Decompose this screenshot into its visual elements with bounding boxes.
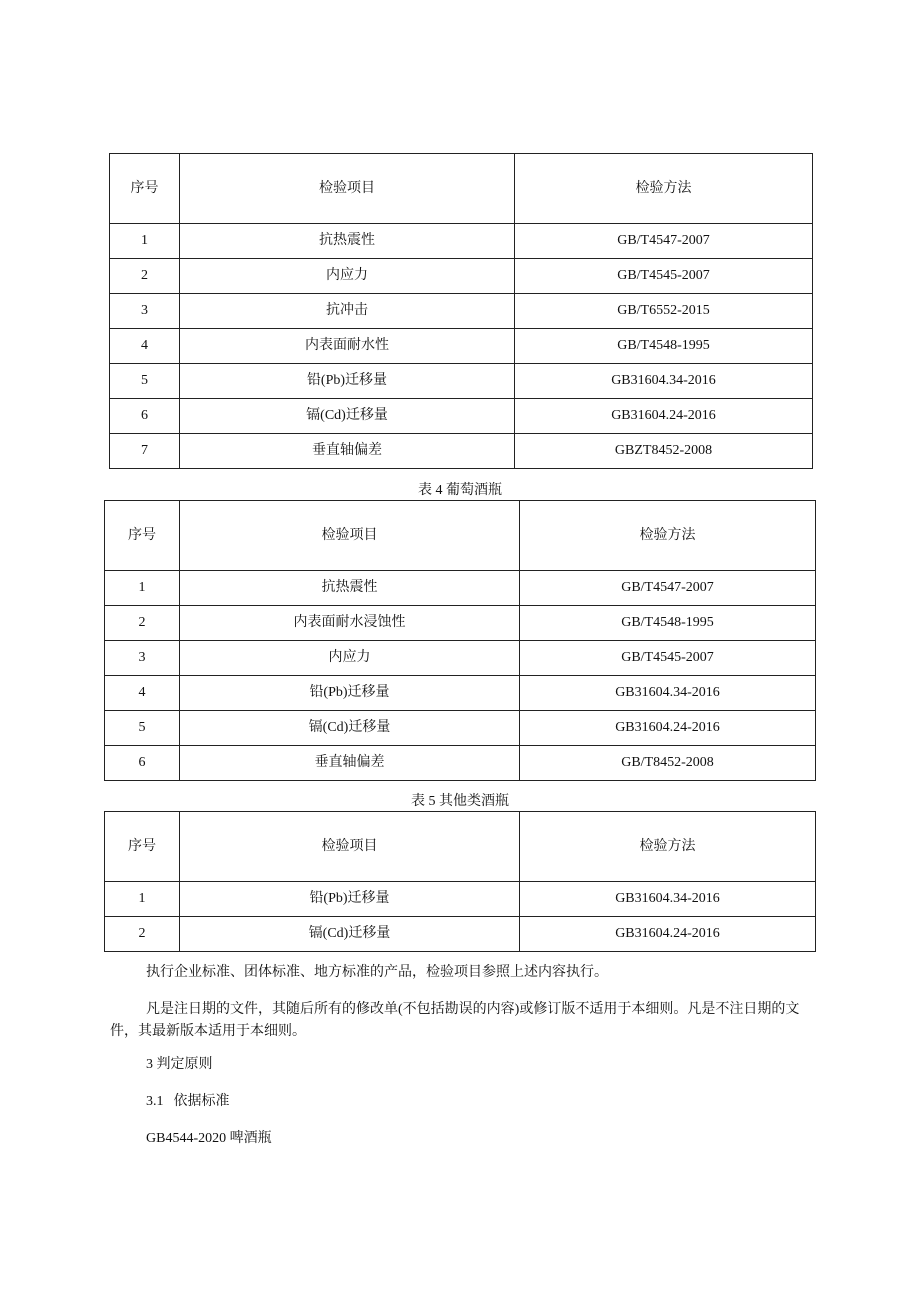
header-method: 检验方法 [515, 154, 813, 224]
section-3-heading: 3 判定原则 [146, 1057, 213, 1072]
inspection-table-4 [104, 500, 816, 781]
table-header-row [105, 812, 816, 882]
row-method: GB/T4548-1995 [515, 329, 813, 364]
table-row [105, 711, 816, 746]
row-method: GB/T4545-2007 [515, 259, 813, 294]
row-item: 铅(Pb)迁移量 [180, 364, 515, 399]
row-item: 镉(Cd)迁移量 [180, 399, 515, 434]
row-serial: 4 [105, 676, 180, 711]
row-serial: 6 [110, 399, 180, 434]
row-serial: 2 [105, 917, 180, 952]
row-method: GB31604.34-2016 [520, 676, 816, 711]
row-serial: 2 [105, 606, 180, 641]
table-row [105, 917, 816, 952]
header-item: 检验项目 [180, 154, 515, 224]
row-method: GB31604.24-2016 [515, 399, 813, 434]
row-method: GBZT8452-2008 [515, 434, 813, 469]
table-row [110, 364, 813, 399]
header-item: 检验项目 [180, 501, 520, 571]
row-item: 内应力 [180, 641, 520, 676]
inspection-table-5 [104, 811, 816, 952]
table-row [110, 434, 813, 469]
row-serial: 5 [110, 364, 180, 399]
table-row [105, 882, 816, 917]
row-method: GB/T4548-1995 [520, 606, 816, 641]
row-item: 镉(Cd)迁移量 [180, 917, 520, 952]
section-3-1-heading [146, 1091, 230, 1113]
row-method: GB31604.34-2016 [520, 882, 816, 917]
row-method: GB/T6552-2015 [515, 294, 813, 329]
header-method: 检验方法 [520, 812, 816, 882]
row-serial: 1 [110, 224, 180, 259]
row-item: 铅(Pb)迁移量 [180, 882, 520, 917]
row-serial: 1 [105, 571, 180, 606]
row-item: 镉(Cd)迁移量 [180, 711, 520, 746]
row-item: 垂直轴偏差 [180, 746, 520, 781]
inspection-table-3 [109, 153, 813, 469]
table-row [105, 606, 816, 641]
table-header-row [105, 501, 816, 571]
row-method: GB/T8452-2008 [520, 746, 816, 781]
table-row [110, 224, 813, 259]
section-3-1-number: 3.1 [146, 1094, 164, 1109]
row-serial: 3 [105, 641, 180, 676]
table-row [105, 571, 816, 606]
row-method: GB31604.24-2016 [520, 711, 816, 746]
row-item: 内表面耐水性 [180, 329, 515, 364]
table-row [105, 746, 816, 781]
reference-standard: GB4544-2020 啤酒瓶 [146, 1131, 272, 1146]
row-serial: 7 [110, 434, 180, 469]
header-serial: 序号 [105, 501, 180, 571]
table-5-caption: 表 5 其他类酒瓶 [411, 794, 509, 809]
row-item: 垂直轴偏差 [180, 434, 515, 469]
row-method: GB31604.24-2016 [520, 917, 816, 952]
row-serial: 3 [110, 294, 180, 329]
row-serial: 6 [105, 746, 180, 781]
table-header-row [110, 154, 813, 224]
row-serial: 4 [110, 329, 180, 364]
table-row [110, 399, 813, 434]
header-item: 检验项目 [180, 812, 520, 882]
section-3-1-title: 依据标准 [173, 1094, 230, 1109]
enterprise-standard-note: 执行企业标准、团体标准、地方标准的产品，检验项目参照上述内容执行。 [146, 965, 608, 980]
row-item: 铅(Pb)迁移量 [180, 676, 520, 711]
row-item: 抗热震性 [180, 224, 515, 259]
row-method: GB/T4547-2007 [515, 224, 813, 259]
row-item: 内应力 [180, 259, 515, 294]
row-serial: 5 [105, 711, 180, 746]
row-method: GB/T4547-2007 [520, 571, 816, 606]
row-method: GB31604.34-2016 [515, 364, 813, 399]
row-item: 抗冲击 [180, 294, 515, 329]
table-row [105, 676, 816, 711]
table-row [110, 329, 813, 364]
row-serial: 1 [105, 882, 180, 917]
row-method: GB/T4545-2007 [520, 641, 816, 676]
header-serial: 序号 [105, 812, 180, 882]
dated-reference-note: 凡是注日期的文件，其随后所有的修改单(不包括勘误的内容)或修订版不适用于本细则。凡是不注日期的文件，其最新版本适用于本细则。 [110, 1002, 800, 1039]
header-method: 检验方法 [520, 501, 816, 571]
header-serial: 序号 [110, 154, 180, 224]
table-4-caption: 表 4 葡萄酒瓶 [418, 483, 502, 498]
row-item: 抗热震性 [180, 571, 520, 606]
table-row [110, 294, 813, 329]
row-serial: 2 [110, 259, 180, 294]
row-item: 内表面耐水浸蚀性 [180, 606, 520, 641]
table-row [110, 259, 813, 294]
table-row [105, 641, 816, 676]
